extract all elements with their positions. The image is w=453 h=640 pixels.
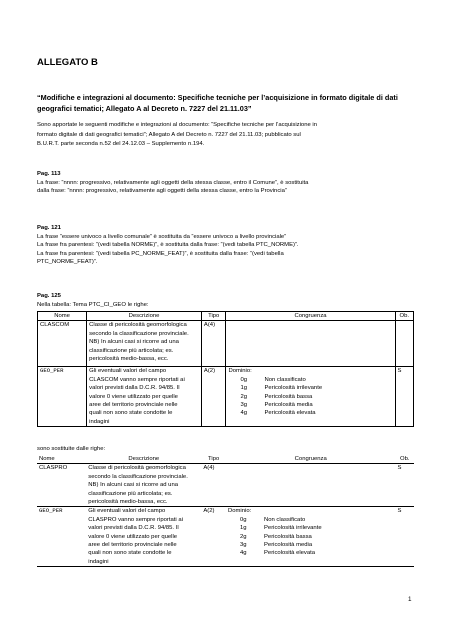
field-mandatory xyxy=(395,321,413,367)
table-header-row xyxy=(37,455,414,464)
section-line: dalla frase: “nnnn: progressivo, relativamente agli oggetti della stessa classe, entro la Provincia” xyxy=(37,188,287,195)
section-line: PTC_NORME_FEAT)”. xyxy=(37,259,98,266)
field-mandatory: S xyxy=(395,464,414,507)
section-pag-125 xyxy=(37,292,422,309)
section-pag-121 xyxy=(37,224,422,267)
desc-line: NB) In alcuni casi si ricorre ad una xyxy=(88,482,179,489)
intro-paragraph xyxy=(37,121,422,150)
desc-line: CLASPRO vanno sempre riportati ai xyxy=(88,516,183,523)
desc-line: Classe di pericolosità geomorfologica xyxy=(89,322,187,329)
field-description xyxy=(87,367,202,427)
domain-value: 3g Pericolosità media xyxy=(239,542,313,549)
desc-line: valore 0 viene utilizzato per quelle xyxy=(88,533,178,540)
desc-line: aree del territorio provinciale nelle xyxy=(89,402,178,409)
section-line: La frase “essere univoco a livello comunale” è sostituita da “essere univoco a livello provinciale” xyxy=(37,233,287,240)
field-congruence xyxy=(226,367,395,427)
field-name: GEO_PER xyxy=(37,507,86,567)
field-type: A(2) xyxy=(201,367,226,427)
intro-line: Sono apportate le seguenti modifiche e integrazioni al documento: “Specifiche tecniche per l’acquisizione in xyxy=(37,122,317,128)
column-header: Congruenza xyxy=(226,312,395,321)
desc-line: Gli eventuali valori del campo xyxy=(88,508,166,515)
section-line: La frase fra parentesi: “(vedi tabella PC_NORME_FEAT)”, è sostituita dalla frase: “(vedi tabella xyxy=(37,250,284,257)
field-mandatory: S xyxy=(395,367,413,427)
replacement-caption: sono sostituite dalle righe: xyxy=(37,446,106,452)
field-name: CLASCOM xyxy=(38,321,87,367)
field-description xyxy=(87,321,202,367)
field-name: CLASPRO xyxy=(37,464,86,507)
domain-value: 1g Pericolosità irrilevante xyxy=(240,385,323,392)
desc-line: Gli eventuali valori del campo xyxy=(89,368,167,375)
desc-line: valori previsti dalla D.C.R. 94/85. Il xyxy=(89,385,180,392)
field-description xyxy=(86,507,201,567)
desc-line: pericolosità medio-bassa, ecc. xyxy=(89,356,169,363)
desc-line: NB) In alcuni casi si ricorre ad una xyxy=(89,339,179,346)
original-rows-table xyxy=(37,311,414,427)
replacement-rows-table xyxy=(37,455,414,567)
desc-line: indagini xyxy=(89,418,110,425)
column-header: Nome xyxy=(38,312,87,321)
section-page-label: Pag. 113 xyxy=(37,171,61,177)
domain-value: 1g Pericolosità irrilevante xyxy=(239,525,322,532)
section-line: Nella tabella: Tema PTC_CI_GEO le righe: xyxy=(37,301,149,308)
field-type: A(4) xyxy=(201,321,226,367)
field-type: A(2) xyxy=(201,507,226,567)
domain-value: 2g Pericolosità bassa xyxy=(240,393,313,400)
column-header: Descrizione xyxy=(86,455,201,464)
domain-value: 4g Pericolosità elevata xyxy=(239,550,316,557)
section-line: La frase: “nnnn: progressivo, relativamente agli oggetti della stessa classe, entro il Comune”, è sostituita xyxy=(37,179,309,186)
field-congruence xyxy=(226,507,395,567)
domain-value: 3g Pericolosità media xyxy=(240,402,313,409)
field-type: A(4) xyxy=(201,464,226,507)
table-header-row xyxy=(38,312,414,321)
desc-line: indagini xyxy=(88,558,109,565)
domain-value: 2g Pericolosità bassa xyxy=(239,533,312,540)
table-row xyxy=(38,321,414,367)
desc-line: pericolosità medio-bassa, ecc. xyxy=(88,499,168,506)
column-header: Congruenza xyxy=(226,455,395,464)
table-row xyxy=(37,507,414,567)
column-header: Tipo xyxy=(201,312,226,321)
column-header: Descrizione xyxy=(87,312,202,321)
table-row xyxy=(37,464,414,507)
column-header: Ob. xyxy=(395,455,414,464)
heading: ALLEGATO B xyxy=(37,57,98,68)
desc-line: Classe di pericolosità geomorfologica xyxy=(88,465,186,472)
field-description xyxy=(86,464,201,507)
desc-line: quali non sono state condotte le xyxy=(88,550,172,557)
desc-line: CLASCOM vanno sempre riportati ai xyxy=(89,376,185,383)
document-title: “Modifiche e integrazioni al documento: Specifiche tecniche per l’acquisizione in formato digitale di dati geografici tematici; Allegato A al Decreto n. 7227 del 21.11.03” xyxy=(37,93,398,113)
domain-value: 4g Pericolosità elevata xyxy=(240,410,316,417)
domain-label: Dominio: xyxy=(228,368,252,375)
field-congruence xyxy=(226,321,395,367)
desc-line: secondo la classificazione provinciale. xyxy=(88,473,188,480)
column-header: Nome xyxy=(37,455,86,464)
field-name: GEO_PER xyxy=(38,367,87,427)
page-number: 1 xyxy=(408,596,412,603)
desc-line: classificazione più articolata; es. xyxy=(89,347,174,354)
field-mandatory: S xyxy=(395,507,414,567)
intro-line: formato digitale di dati geografici tematici”; Allegato A del Decreto n. 7227 del 21.11.03; pubblicato sul xyxy=(37,131,301,138)
desc-line: valore 0 viene utilizzato per quelle xyxy=(89,393,178,400)
column-header: Tipo xyxy=(201,455,226,464)
section-line: La frase fra parentesi: “(vedi tabella NORME)”, è sostituita dalla frase: “(vedi tabella PTC_NORME)”. xyxy=(37,242,299,249)
section-pag-113 xyxy=(37,170,422,196)
column-header: Ob. xyxy=(395,312,413,321)
intro-line: B.U.R.T. parte seconda n.52 del 24.12.03 – Supplemento n.194. xyxy=(37,141,205,148)
desc-line: quali non sono state condotte le xyxy=(89,410,173,417)
domain-value: 0g Non classificato xyxy=(240,376,306,383)
table-row xyxy=(38,367,414,427)
section-page-label: Pag. 121 xyxy=(37,225,61,231)
desc-line: valori previsti dalla D.C.R. 94/85. Il xyxy=(88,525,179,532)
domain-label: Dominio: xyxy=(227,508,252,515)
section-page-label: Pag. 125 xyxy=(37,293,61,299)
desc-line: classificazione più articolata; es. xyxy=(88,490,173,497)
desc-line: secondo la classificazione provinciale. xyxy=(89,330,189,337)
desc-line: aree del territorio provinciale nelle xyxy=(88,542,177,549)
field-congruence xyxy=(226,464,395,507)
domain-value: 0g Non classificato xyxy=(239,516,306,523)
